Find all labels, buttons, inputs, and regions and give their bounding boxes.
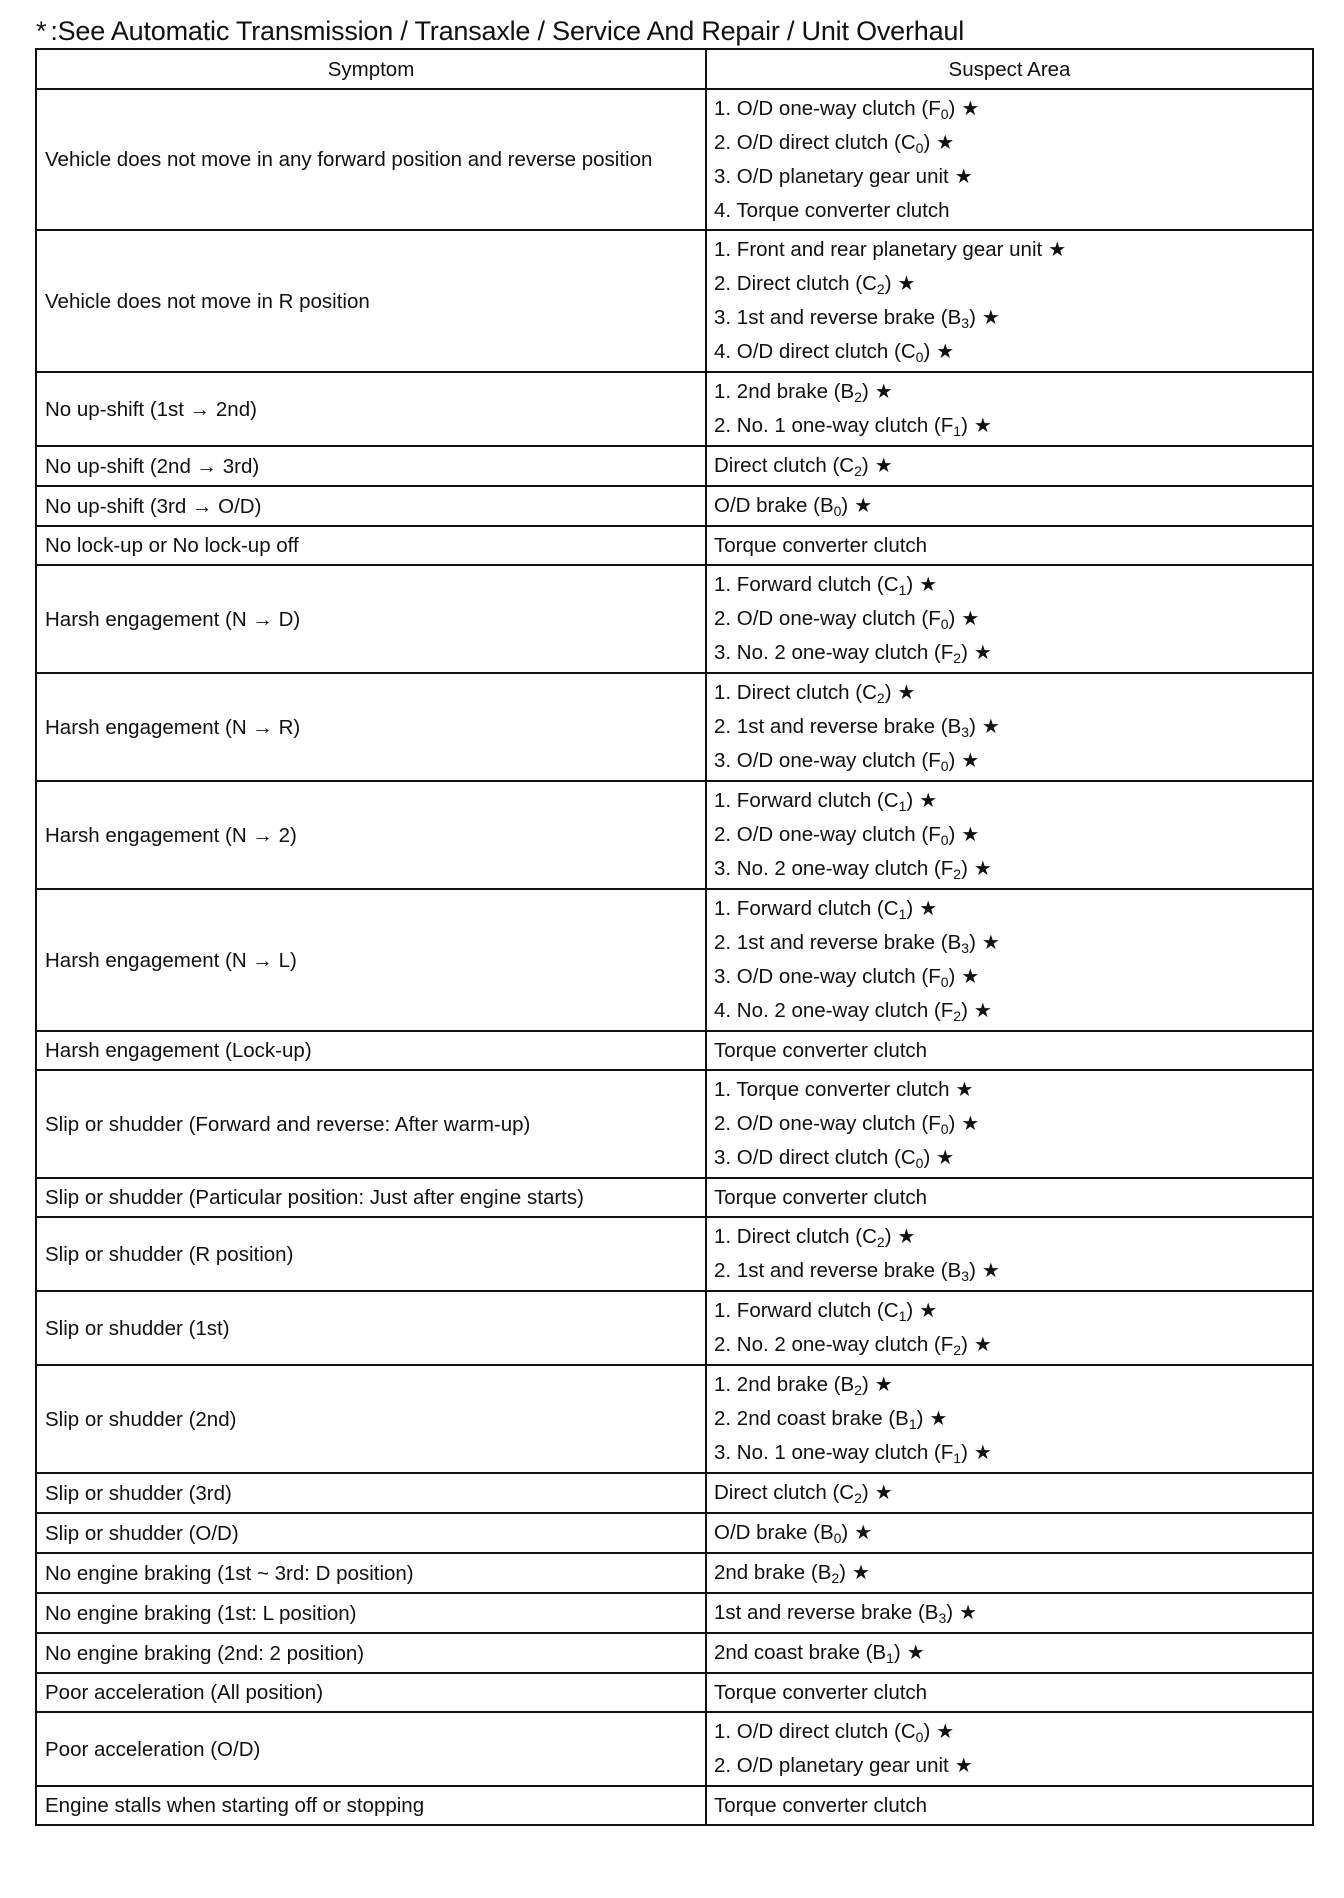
star-icon: ★ bbox=[973, 415, 992, 437]
suspect-text-tail: ) bbox=[948, 97, 956, 120]
suspect-subscript: 2 bbox=[831, 1570, 840, 1586]
suspect-text: Direct clutch (C bbox=[714, 454, 855, 477]
suspect-text: 4. Torque converter clutch bbox=[714, 199, 950, 222]
suspect-item bbox=[714, 676, 1304, 710]
suspect-item bbox=[714, 1476, 1304, 1510]
suspect-text: 2. 1st and reverse brake (B bbox=[714, 1259, 962, 1282]
star-icon: ★ bbox=[919, 790, 938, 812]
suspect-text: 2. 2nd coast brake (B bbox=[714, 1407, 909, 1430]
suspect-item bbox=[714, 409, 1304, 443]
symptom-cell: No lock-up or No lock-up off bbox=[36, 526, 706, 565]
star-icon: ★ bbox=[897, 1226, 916, 1248]
suspect-text-tail: ) bbox=[946, 1601, 954, 1624]
suspect-text-tail: ) bbox=[841, 1521, 849, 1544]
suspect-item bbox=[714, 1254, 1304, 1288]
column-header-suspect-area: Suspect Area bbox=[706, 49, 1313, 89]
suspect-subscript: 2 bbox=[953, 650, 962, 666]
suspect-text: 1. Forward clutch (C bbox=[714, 897, 899, 920]
suspect-subscript: 0 bbox=[833, 1530, 842, 1546]
table-header-row bbox=[36, 49, 1313, 89]
suspect-subscript: 0 bbox=[915, 1729, 924, 1745]
symptom-cell: Slip or shudder (Forward and reverse: After warm-up) bbox=[36, 1070, 706, 1178]
suspect-text-tail: ) bbox=[923, 1146, 931, 1169]
suspect-text-tail: ) bbox=[969, 306, 976, 329]
suspect-area-cell bbox=[706, 89, 1313, 230]
suspect-item bbox=[714, 375, 1304, 409]
star-icon: ★ bbox=[906, 1642, 925, 1664]
suspect-text-tail: ) bbox=[906, 1299, 914, 1322]
suspect-item bbox=[714, 926, 1304, 960]
suspect-area-cell bbox=[706, 230, 1313, 372]
suspect-text: 1. O/D direct clutch (C bbox=[714, 1720, 916, 1743]
suspect-item bbox=[714, 1220, 1304, 1254]
symptom-cell: Poor acceleration (All position) bbox=[36, 1673, 706, 1712]
suspect-text-tail: ) bbox=[861, 380, 869, 403]
suspect-subscript: 2 bbox=[953, 1008, 962, 1024]
suspect-area-cell bbox=[706, 1712, 1313, 1786]
suspect-area-cell bbox=[706, 486, 1313, 526]
star-icon: ★ bbox=[981, 932, 1000, 954]
star-icon: ★ bbox=[874, 455, 893, 477]
suspect-text-tail: ) bbox=[884, 1225, 892, 1248]
suspect-item bbox=[714, 1181, 1304, 1214]
suspect-area-cell bbox=[706, 372, 1313, 446]
suspect-subscript: 0 bbox=[915, 1155, 924, 1171]
suspect-area-cell bbox=[706, 1673, 1313, 1712]
page-title bbox=[36, 14, 964, 48]
suspect-item bbox=[714, 301, 1304, 335]
symptom-cell: Vehicle does not move in R position bbox=[36, 230, 706, 372]
suspect-text-tail: ) bbox=[861, 1373, 869, 1396]
table-row bbox=[36, 1217, 1313, 1291]
suspect-text-tail: ) bbox=[948, 607, 956, 630]
star-icon: ★ bbox=[954, 166, 973, 188]
star-icon: ★ bbox=[973, 1000, 992, 1022]
star-icon: ★ bbox=[919, 574, 938, 596]
suspect-text: 3. 1st and reverse brake (B bbox=[714, 306, 962, 329]
column-header-symptom: Symptom bbox=[36, 49, 706, 89]
suspect-item bbox=[714, 602, 1304, 636]
suspect-subscript: 0 bbox=[940, 758, 949, 774]
suspect-text: Torque converter clutch bbox=[714, 1039, 928, 1062]
suspect-subscript: 0 bbox=[940, 1121, 949, 1137]
suspect-text-tail: ) bbox=[923, 1720, 931, 1743]
symptom-cell: Harsh engagement (N → D) bbox=[36, 565, 706, 673]
suspect-subscript: 0 bbox=[940, 832, 949, 848]
suspect-text: 1. Torque converter clutch bbox=[714, 1078, 950, 1101]
suspect-area-cell bbox=[706, 1553, 1313, 1593]
suspect-text-tail: ) bbox=[969, 931, 976, 954]
star-icon: ★ bbox=[936, 1147, 955, 1169]
suspect-subscript: 2 bbox=[876, 1234, 885, 1250]
suspect-item bbox=[714, 489, 1304, 523]
suspect-area-cell bbox=[706, 1473, 1313, 1513]
table-row bbox=[36, 372, 1313, 446]
suspect-subscript: 1 bbox=[898, 906, 907, 922]
star-icon: ★ bbox=[936, 341, 955, 363]
suspect-text-tail: ) bbox=[916, 1407, 924, 1430]
suspect-text: 2. No. 1 one-way clutch (F bbox=[714, 414, 954, 437]
suspect-item bbox=[714, 233, 1304, 267]
star-icon: ★ bbox=[936, 1721, 955, 1743]
symptom-cell: Harsh engagement (Lock-up) bbox=[36, 1031, 706, 1070]
symptom-cell: Slip or shudder (Particular position: Just after engine starts) bbox=[36, 1178, 706, 1217]
suspect-text: Torque converter clutch bbox=[714, 534, 928, 557]
suspect-subscript: 1 bbox=[898, 582, 907, 598]
symptom-cell: No up-shift (3rd → O/D) bbox=[36, 486, 706, 526]
suspect-item bbox=[714, 1073, 1304, 1107]
suspect-area-cell bbox=[706, 1365, 1313, 1473]
symptom-cell: No engine braking (1st ~ 3rd: D position) bbox=[36, 1553, 706, 1593]
suspect-text: 1. O/D one-way clutch (F bbox=[714, 97, 941, 120]
suspect-item bbox=[714, 636, 1304, 670]
symptom-cell: Slip or shudder (O/D) bbox=[36, 1513, 706, 1553]
suspect-text: 2. O/D one-way clutch (F bbox=[714, 823, 941, 846]
table-row bbox=[36, 1365, 1313, 1473]
suspect-text-tail: ) bbox=[923, 340, 931, 363]
suspect-text: 1st and reverse brake (B bbox=[714, 1601, 939, 1624]
table-row bbox=[36, 89, 1313, 230]
suspect-subscript: 3 bbox=[961, 1268, 970, 1284]
suspect-item bbox=[714, 1402, 1304, 1436]
suspect-text: 1. 2nd brake (B bbox=[714, 1373, 855, 1396]
suspect-text-tail: ) bbox=[861, 454, 869, 477]
suspect-item bbox=[714, 710, 1304, 744]
suspect-text: Torque converter clutch bbox=[714, 1186, 928, 1209]
suspect-text: 4. No. 2 one-way clutch (F bbox=[714, 999, 954, 1022]
table-row bbox=[36, 1473, 1313, 1513]
suspect-subscript: 1 bbox=[953, 1450, 962, 1466]
star-icon: ★ bbox=[854, 1522, 873, 1544]
symptom-cell: Vehicle does not move in any forward position and reverse position bbox=[36, 89, 706, 230]
table-row bbox=[36, 1553, 1313, 1593]
suspect-text: 1. 2nd brake (B bbox=[714, 380, 855, 403]
suspect-item bbox=[714, 1789, 1304, 1822]
suspect-area-cell bbox=[706, 1031, 1313, 1070]
suspect-text: 4. O/D direct clutch (C bbox=[714, 340, 916, 363]
suspect-text: 2nd brake (B bbox=[714, 1561, 832, 1584]
suspect-text: 3. O/D direct clutch (C bbox=[714, 1146, 916, 1169]
suspect-area-cell bbox=[706, 1070, 1313, 1178]
table-row bbox=[36, 1673, 1313, 1712]
suspect-text-tail: ) bbox=[884, 272, 892, 295]
suspect-subscript: 2 bbox=[876, 690, 885, 706]
suspect-text: 2. Direct clutch (C bbox=[714, 272, 877, 295]
suspect-subscript: 0 bbox=[940, 106, 949, 122]
suspect-text-tail: ) bbox=[893, 1641, 901, 1664]
suspect-item bbox=[714, 1715, 1304, 1749]
suspect-item bbox=[714, 1516, 1304, 1550]
star-icon: ★ bbox=[874, 1482, 893, 1504]
suspect-item bbox=[714, 1749, 1304, 1783]
symptom-cell: Poor acceleration (O/D) bbox=[36, 1712, 706, 1786]
suspect-item bbox=[714, 160, 1304, 194]
suspect-text: Torque converter clutch bbox=[714, 1681, 928, 1704]
star-icon: ★ bbox=[961, 966, 980, 988]
symptom-cell: No up-shift (2nd → 3rd) bbox=[36, 446, 706, 486]
suspect-text: 1. Direct clutch (C bbox=[714, 681, 877, 704]
table-row bbox=[36, 1291, 1313, 1365]
suspect-item bbox=[714, 1556, 1304, 1590]
symptom-cell: No engine braking (2nd: 2 position) bbox=[36, 1633, 706, 1673]
suspect-item bbox=[714, 744, 1304, 778]
suspect-subscript: 1 bbox=[908, 1416, 917, 1432]
star-icon: ★ bbox=[954, 1755, 973, 1777]
suspect-text-tail: ) bbox=[948, 1112, 956, 1135]
suspect-text: 1. Forward clutch (C bbox=[714, 573, 899, 596]
table-row bbox=[36, 446, 1313, 486]
star-icon: ★ bbox=[961, 1113, 980, 1135]
star-icon: ★ bbox=[981, 307, 1000, 329]
suspect-text: 3. O/D one-way clutch (F bbox=[714, 749, 941, 772]
suspect-subscript: 1 bbox=[886, 1650, 894, 1666]
star-icon: ★ bbox=[852, 1562, 870, 1584]
table-row bbox=[36, 1712, 1313, 1786]
suspect-text: O/D brake (B bbox=[714, 1521, 834, 1544]
suspect-item bbox=[714, 126, 1304, 160]
title-text: :See Automatic Transmission / Transaxle / Service And Repair / Unit Overhaul bbox=[50, 16, 965, 46]
star-icon: ★ bbox=[874, 1374, 893, 1396]
table-row bbox=[36, 1070, 1313, 1178]
suspect-text-tail: ) bbox=[961, 999, 968, 1022]
symptom-cell: Slip or shudder (3rd) bbox=[36, 1473, 706, 1513]
suspect-text-tail: ) bbox=[841, 494, 849, 517]
symptom-cell: Harsh engagement (N → L) bbox=[36, 889, 706, 1031]
star-icon: ★ bbox=[961, 98, 980, 120]
suspect-text: 2. 1st and reverse brake (B bbox=[714, 931, 962, 954]
suspect-item bbox=[714, 1596, 1304, 1630]
suspect-subscript: 3 bbox=[961, 940, 970, 956]
suspect-text-tail: ) bbox=[961, 857, 968, 880]
suspect-item bbox=[714, 784, 1304, 818]
suspect-text-tail: ) bbox=[969, 715, 976, 738]
suspect-item bbox=[714, 449, 1304, 483]
suspect-text: 1. Forward clutch (C bbox=[714, 789, 899, 812]
suspect-subscript: 2 bbox=[876, 281, 885, 297]
symptom-cell: No engine braking (1st: L position) bbox=[36, 1593, 706, 1633]
table-row bbox=[36, 1178, 1313, 1217]
table-row bbox=[36, 889, 1313, 1031]
suspect-text: O/D brake (B bbox=[714, 494, 834, 517]
suspect-text: 3. No. 2 one-way clutch (F bbox=[714, 641, 954, 664]
suspect-text-tail: ) bbox=[884, 681, 892, 704]
table-row bbox=[36, 526, 1313, 565]
suspect-item bbox=[714, 1436, 1304, 1470]
symptom-cell: Slip or shudder (1st) bbox=[36, 1291, 706, 1365]
star-icon: ★ bbox=[973, 1442, 992, 1464]
table-row bbox=[36, 1031, 1313, 1070]
symptom-cell: Harsh engagement (N → R) bbox=[36, 673, 706, 781]
suspect-text-tail: ) bbox=[906, 897, 914, 920]
suspect-text-tail: ) bbox=[906, 789, 914, 812]
star-icon: ★ bbox=[973, 858, 992, 880]
star-icon: ★ bbox=[897, 682, 916, 704]
suspect-item bbox=[714, 818, 1304, 852]
suspect-text: 2. O/D direct clutch (C bbox=[714, 131, 916, 154]
symptom-cell: No up-shift (1st → 2nd) bbox=[36, 372, 706, 446]
suspect-item bbox=[714, 335, 1304, 369]
table-row bbox=[36, 1786, 1313, 1825]
star-icon: ★ bbox=[1048, 239, 1067, 261]
star-icon: ★ bbox=[897, 273, 916, 295]
suspect-item bbox=[714, 1294, 1304, 1328]
suspect-subscript: 2 bbox=[953, 1342, 962, 1358]
suspect-subscript: 3 bbox=[961, 724, 970, 740]
suspect-item bbox=[714, 194, 1304, 227]
star-icon: ★ bbox=[955, 1079, 974, 1101]
suspect-area-cell bbox=[706, 673, 1313, 781]
table-row bbox=[36, 781, 1313, 889]
suspect-item bbox=[714, 852, 1304, 886]
suspect-subscript: 0 bbox=[915, 349, 924, 365]
table-row bbox=[36, 1633, 1313, 1673]
suspect-subscript: 0 bbox=[940, 616, 949, 632]
suspect-text: Direct clutch (C bbox=[714, 1481, 855, 1504]
suspect-subscript: 0 bbox=[833, 503, 842, 519]
suspect-text: 2. No. 2 one-way clutch (F bbox=[714, 1333, 954, 1356]
suspect-area-cell bbox=[706, 1593, 1313, 1633]
suspect-subscript: 2 bbox=[854, 389, 862, 405]
suspect-area-cell bbox=[706, 1291, 1313, 1365]
suspect-text-tail: ) bbox=[961, 414, 968, 437]
suspect-item bbox=[714, 892, 1304, 926]
suspect-text-tail: ) bbox=[969, 1259, 976, 1282]
star-icon: ★ bbox=[961, 608, 980, 630]
suspect-subscript: 0 bbox=[940, 974, 949, 990]
suspect-text-tail: ) bbox=[961, 1333, 968, 1356]
suspect-area-cell bbox=[706, 781, 1313, 889]
suspect-text-tail: ) bbox=[839, 1561, 846, 1584]
table-row bbox=[36, 565, 1313, 673]
suspect-item bbox=[714, 529, 1304, 562]
suspect-text: 2nd coast brake (B bbox=[714, 1641, 887, 1664]
suspect-item bbox=[714, 568, 1304, 602]
suspect-subscript: 2 bbox=[953, 866, 962, 882]
suspect-subscript: 3 bbox=[938, 1610, 947, 1626]
table-row bbox=[36, 1513, 1313, 1553]
suspect-text: 2. 1st and reverse brake (B bbox=[714, 715, 962, 738]
symptom-cell: Harsh engagement (N → 2) bbox=[36, 781, 706, 889]
suspect-subscript: 1 bbox=[898, 798, 907, 814]
suspect-item bbox=[714, 92, 1304, 126]
suspect-text: 2. O/D planetary gear unit bbox=[714, 1754, 949, 1777]
suspect-area-cell bbox=[706, 1786, 1313, 1825]
star-icon: ★ bbox=[959, 1602, 978, 1624]
suspect-item bbox=[714, 1141, 1304, 1175]
suspect-text-tail: ) bbox=[948, 965, 956, 988]
symptom-table bbox=[35, 48, 1314, 1826]
star-icon: ★ bbox=[961, 750, 980, 772]
suspect-text: 3. O/D one-way clutch (F bbox=[714, 965, 941, 988]
star-icon: ★ bbox=[919, 898, 938, 920]
symptom-cell: Slip or shudder (2nd) bbox=[36, 1365, 706, 1473]
suspect-area-cell bbox=[706, 1178, 1313, 1217]
suspect-area-cell bbox=[706, 889, 1313, 1031]
suspect-text-tail: ) bbox=[923, 131, 931, 154]
suspect-subscript: 1 bbox=[898, 1308, 907, 1324]
star-icon: ★ bbox=[929, 1408, 948, 1430]
suspect-text: 1. Forward clutch (C bbox=[714, 1299, 899, 1322]
table-row bbox=[36, 486, 1313, 526]
star-icon: ★ bbox=[854, 495, 873, 517]
table-body bbox=[36, 89, 1313, 1825]
suspect-text-tail: ) bbox=[948, 749, 956, 772]
suspect-item bbox=[714, 960, 1304, 994]
suspect-text: 2. O/D one-way clutch (F bbox=[714, 607, 941, 630]
suspect-item bbox=[714, 1368, 1304, 1402]
table-row bbox=[36, 1593, 1313, 1633]
star-icon: ★ bbox=[981, 1260, 1000, 1282]
suspect-subscript: 2 bbox=[854, 463, 862, 479]
suspect-subscript: 2 bbox=[854, 1490, 862, 1506]
suspect-subscript: 1 bbox=[953, 423, 962, 439]
suspect-item bbox=[714, 994, 1304, 1028]
suspect-item bbox=[714, 1636, 1304, 1670]
suspect-subscript: 2 bbox=[854, 1382, 862, 1398]
suspect-item bbox=[714, 1034, 1304, 1067]
asterisk-mark: * bbox=[36, 16, 47, 46]
suspect-text-tail: ) bbox=[906, 573, 914, 596]
suspect-item bbox=[714, 1328, 1304, 1362]
suspect-text-tail: ) bbox=[961, 641, 968, 664]
star-icon: ★ bbox=[973, 1334, 992, 1356]
suspect-subscript: 0 bbox=[915, 140, 924, 156]
star-icon: ★ bbox=[874, 381, 893, 403]
star-icon: ★ bbox=[973, 642, 992, 664]
star-icon: ★ bbox=[936, 132, 955, 154]
star-icon: ★ bbox=[961, 824, 980, 846]
suspect-text: 3. No. 2 one-way clutch (F bbox=[714, 857, 954, 880]
suspect-item bbox=[714, 1676, 1304, 1709]
suspect-area-cell bbox=[706, 1513, 1313, 1553]
suspect-text-tail: ) bbox=[961, 1441, 968, 1464]
suspect-text-tail: ) bbox=[948, 823, 956, 846]
suspect-subscript: 3 bbox=[961, 315, 970, 331]
suspect-text: 3. O/D planetary gear unit bbox=[714, 165, 949, 188]
suspect-text: 1. Direct clutch (C bbox=[714, 1225, 877, 1248]
table-row bbox=[36, 673, 1313, 781]
table-row bbox=[36, 230, 1313, 372]
suspect-text: 1. Front and rear planetary gear unit bbox=[714, 238, 1043, 261]
suspect-item bbox=[714, 1107, 1304, 1141]
suspect-area-cell bbox=[706, 446, 1313, 486]
star-icon: ★ bbox=[981, 716, 1000, 738]
suspect-area-cell bbox=[706, 565, 1313, 673]
suspect-item bbox=[714, 267, 1304, 301]
suspect-area-cell bbox=[706, 526, 1313, 565]
suspect-text: 3. No. 1 one-way clutch (F bbox=[714, 1441, 954, 1464]
suspect-text: Torque converter clutch bbox=[714, 1794, 928, 1817]
star-icon: ★ bbox=[919, 1300, 938, 1322]
suspect-area-cell bbox=[706, 1633, 1313, 1673]
suspect-area-cell bbox=[706, 1217, 1313, 1291]
symptom-cell: Slip or shudder (R position) bbox=[36, 1217, 706, 1291]
suspect-text-tail: ) bbox=[861, 1481, 869, 1504]
suspect-text: 2. O/D one-way clutch (F bbox=[714, 1112, 941, 1135]
symptom-cell: Engine stalls when starting off or stopping bbox=[36, 1786, 706, 1825]
